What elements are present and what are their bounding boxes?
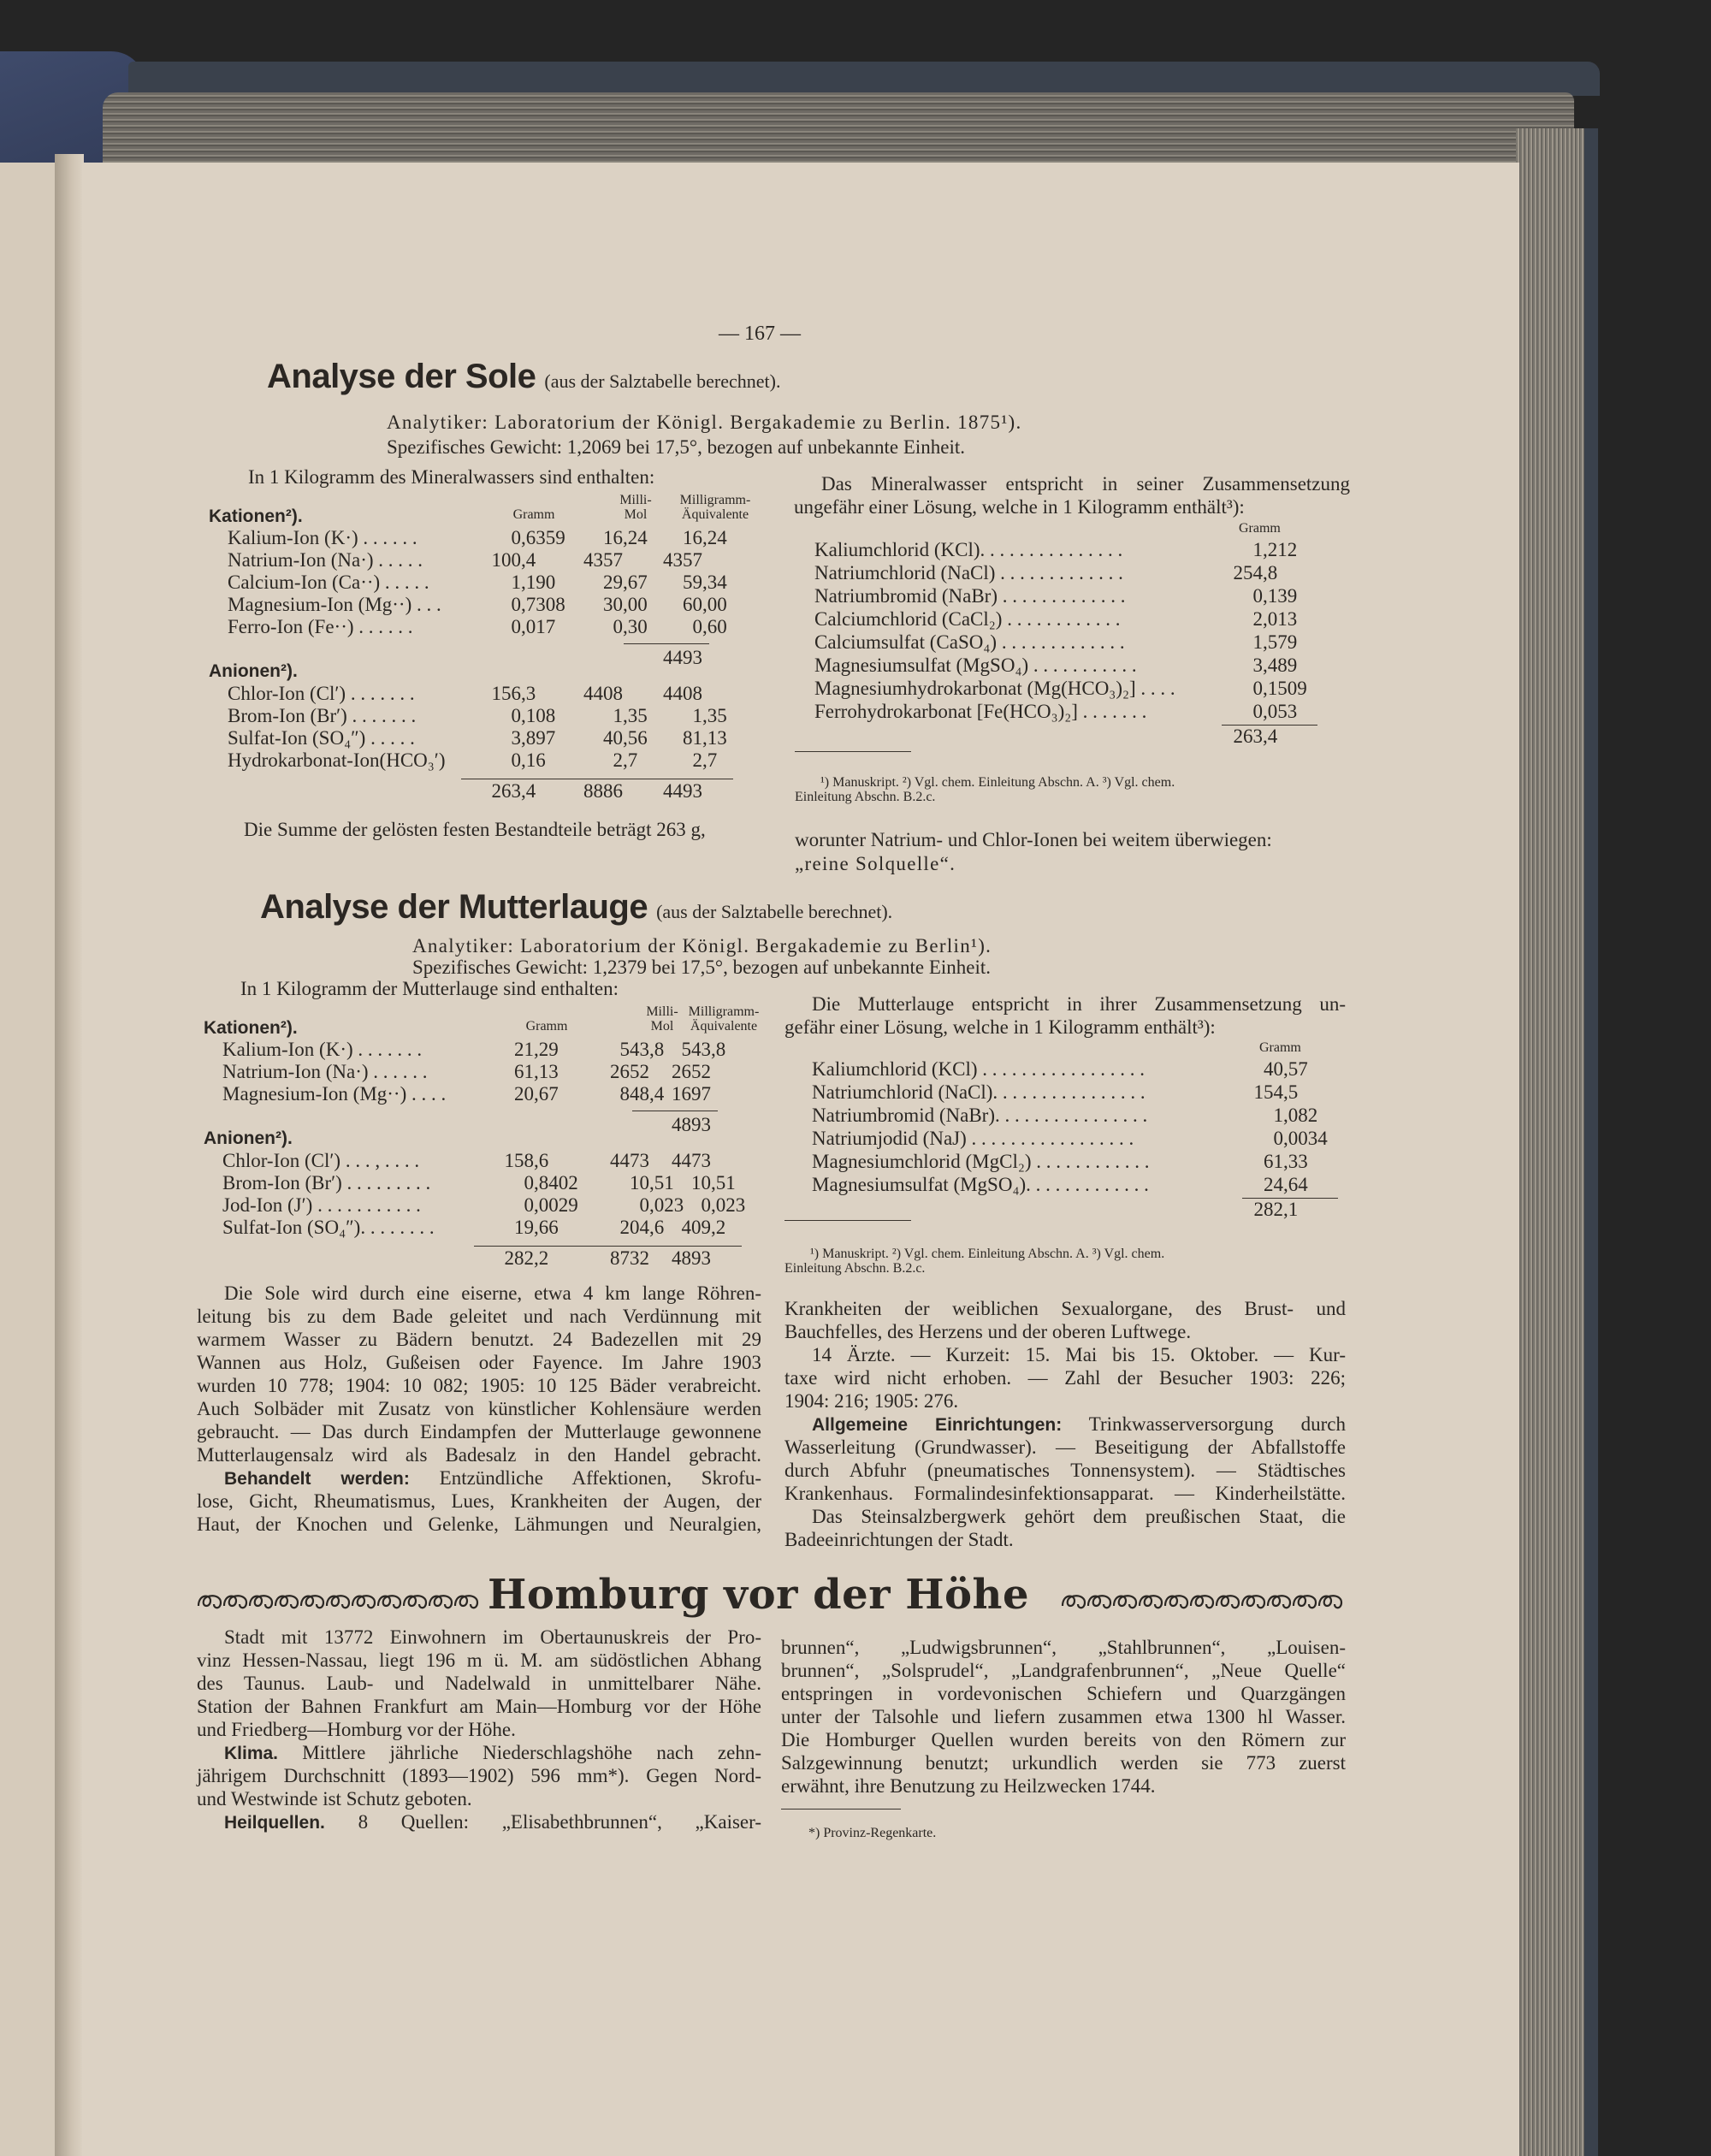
- footnote-line: Einleitung Abschn. B.2.c.: [784, 1261, 926, 1276]
- line-text: Krankheiten der weiblichen Sexualorgane, des Brust- und: [784, 1298, 1346, 1319]
- salt-name: Natriumchlorid (NaCl). . . . . . . . . . . . . . . .: [812, 1081, 1146, 1103]
- table-row: [193, 1172, 760, 1194]
- gramm-value: 1,190: [511, 572, 556, 593]
- millimol-value: 2,7: [613, 749, 638, 771]
- gramm-value: 0,0029: [524, 1194, 578, 1216]
- footnotes-mutterlauge: [784, 1247, 1164, 1276]
- total-value: 263,4: [1233, 726, 1278, 747]
- left-page-edge: [0, 163, 60, 2156]
- table-row: [198, 705, 755, 727]
- text-line: [781, 1659, 1346, 1682]
- line-text: jährigem Durchschnitt (1893—1902) 596 mm*). Gegen Nord-: [197, 1765, 761, 1786]
- header-line: Äquivalente: [690, 1019, 758, 1034]
- table-header: [198, 493, 755, 527]
- salt-name: Magnesiumhydrokarbonat (Mg(HCO₃)₂] . . . .: [814, 678, 1175, 699]
- line-text: Salzgewinnung benutzt; urkundlich werden sie 773 zuerst: [781, 1752, 1346, 1774]
- gramm-value: 254,8: [1233, 562, 1278, 583]
- text-line: [197, 1305, 761, 1328]
- text-line: [197, 1490, 761, 1513]
- salt-name: Natriumbromid (NaBr). . . . . . . . . . . . . . . .: [812, 1105, 1148, 1126]
- text-line: [197, 1741, 761, 1764]
- section-title-sole: [267, 358, 780, 396]
- table-row: [812, 1104, 1342, 1127]
- line-text: Trinkwasserversorgung durch: [1062, 1413, 1346, 1435]
- text-line: [784, 1016, 1346, 1039]
- line-text: und Friedberg—Homburg vor der Höhe.: [197, 1719, 516, 1740]
- milliaequivalent-value: 4408: [663, 683, 702, 704]
- line-text: Wasserleitung (Grundwasser). — Beseitigung der Abfallstoffe: [784, 1436, 1346, 1458]
- footnotes-sole: [795, 775, 1175, 804]
- total-value: 8886: [583, 780, 623, 802]
- salt-name: Natriumbromid (NaBr) . . . . . . . . . . . . .: [814, 585, 1126, 607]
- table-row: [814, 607, 1328, 631]
- text-line: [197, 1626, 761, 1649]
- bath-text-right: [784, 1298, 1346, 1552]
- bold-run-in: Allgemeine Einrichtungen:: [812, 1415, 1063, 1435]
- totals-row: [198, 779, 755, 803]
- title-note: (aus der Salztabelle berechnet).: [656, 901, 893, 922]
- gramm-value: 0,8402: [524, 1172, 578, 1194]
- text-line: [197, 1374, 761, 1397]
- solution-intro-mutterlauge: [784, 992, 1346, 1039]
- millimol-value: 29,67: [603, 572, 648, 593]
- line-text: erwähnt, ihre Benutzung zu Heilzwecken 1744.: [781, 1775, 1156, 1797]
- milliaequivalent-value: 59,34: [683, 572, 727, 593]
- table-row: [198, 572, 755, 594]
- text-line: [784, 1390, 1346, 1413]
- ion-name: Ferro-Ion (Fe··) . . . . . .: [228, 616, 413, 637]
- column-header: [814, 521, 1328, 538]
- totals-row: [812, 1198, 1342, 1221]
- text-line: [197, 1466, 761, 1490]
- header-line: Mol: [624, 507, 648, 522]
- line-text: Badeeinrichtungen der Stadt.: [784, 1529, 1014, 1550]
- gramm-header: Gramm: [1239, 521, 1281, 536]
- line-text: gebraucht. — Das durch Eindampfen der Mutterlauge gewonnene: [197, 1421, 761, 1442]
- table-row: [193, 1061, 760, 1083]
- line-text: taxe wird nicht erhoben. — Zahl der Besucher 1903: 226;: [784, 1367, 1346, 1389]
- total-value: 282,2: [504, 1247, 549, 1269]
- header-line: Milli-: [646, 1004, 678, 1019]
- line-text: lose, Gicht, Rheumatismus, Lues, Krankheiten der Augen, der: [197, 1490, 761, 1512]
- line-text: leitung bis zu dem Bade geleitet und nach Verdünnung mit: [197, 1306, 761, 1327]
- book-cover-top: [128, 62, 1600, 96]
- specific-gravity-line: Spezifisches Gewicht: 1,2379 bei 17,5°, bezogen auf unbekannte Einheit.: [412, 957, 992, 978]
- gramm-value: 156,3: [491, 683, 536, 704]
- gramm-value: 154,5: [1253, 1081, 1299, 1103]
- totals-row: [814, 725, 1328, 748]
- total-value: 8732: [610, 1247, 649, 1269]
- text-line: [794, 472, 1350, 495]
- text-line: [197, 1810, 761, 1833]
- gramm-value: 0,017: [511, 616, 556, 637]
- gramm-value: 21,29: [514, 1039, 559, 1060]
- table-intro: In 1 Kilogramm der Mutterlauge sind enthalten:: [240, 978, 619, 999]
- column-header: [655, 493, 775, 522]
- table-row: [814, 654, 1328, 677]
- column-header: [487, 1019, 607, 1034]
- table-row: [812, 1150, 1342, 1173]
- table-row: [814, 561, 1328, 584]
- milliaequivalent-value: 1697: [672, 1083, 711, 1105]
- line-text: ungefähr einer Lösung, welche in 1 Kilogramm enthält³):: [794, 496, 1245, 518]
- line-text: brunnen“, „Ludwigsbrunnen“, „Stahlbrunnen“, „Louisen-: [781, 1637, 1346, 1658]
- page-number: — 167 —: [719, 323, 801, 345]
- milliaequivalent-value: 16,24: [683, 527, 727, 548]
- line-text: und Westwinde ist Schutz geboten.: [197, 1788, 472, 1810]
- gramm-value: 24,64: [1264, 1174, 1308, 1195]
- line-text: Auch Solbäder mit Zusatz von künstlicher Kohlensäure werden: [197, 1398, 761, 1419]
- ornament-left-icon: [197, 1589, 479, 1611]
- text-line: [197, 1787, 761, 1810]
- ion-name: Calcium-Ion (Ca··) . . . . .: [228, 572, 429, 593]
- text-line: [197, 1695, 761, 1718]
- text-line: [784, 1367, 1346, 1390]
- gramm-value: 3,489: [1252, 654, 1298, 676]
- millimol-value: 204,6: [619, 1217, 665, 1238]
- ion-name: Magnesium-Ion (Mg··) . . .: [228, 594, 441, 615]
- specific-gravity-line: Spezifisches Gewicht: 1,2069 bei 17,5°, bezogen auf unbekannte Einheit.: [387, 436, 966, 458]
- homburg-text-left: [197, 1626, 761, 1833]
- salt-name: Kaliumchlorid (KCl). . . . . . . . . . . . . . .: [814, 539, 1123, 560]
- table-row: [814, 584, 1328, 607]
- table-row: [198, 683, 755, 705]
- table-row: [812, 1173, 1342, 1196]
- gramm-value: 61,33: [1264, 1151, 1308, 1172]
- footnote-rule: [784, 1220, 911, 1221]
- line-text: Die Sole wird durch eine eiserne, etwa 4 km lange Röhren-: [224, 1282, 761, 1304]
- line-text: Krankenhaus. Formalindesinfektionsapparat. — Kinderheilstätte.: [784, 1483, 1346, 1504]
- bold-run-in: Klima.: [224, 1744, 279, 1763]
- line-text: 1904: 216; 1905: 276.: [784, 1390, 959, 1412]
- milliaequivalent-value: 4357: [663, 549, 702, 571]
- ion-name: Kalium-Ion (K·) . . . . . . .: [222, 1039, 423, 1060]
- text-line: [784, 1460, 1346, 1483]
- subtotal-row: [198, 643, 755, 668]
- line-text: vinz Hessen-Nassau, liegt 196 m ü. M. am südöstlichen Abhang: [197, 1650, 761, 1671]
- gramm-value: 19,66: [514, 1217, 559, 1238]
- salt-name: Magnesiumchlorid (MgCl₂) . . . . . . . . . . . .: [812, 1151, 1150, 1172]
- milliaequivalent-value: 81,13: [683, 727, 727, 749]
- salt-name: Ferrohydrokarbonat [Fe(HCO₃)₂] . . . . . . .: [814, 701, 1147, 722]
- gramm-value: 61,13: [514, 1061, 559, 1082]
- table-row: [198, 749, 755, 772]
- table-row: [814, 538, 1328, 561]
- table-row: [812, 1127, 1342, 1150]
- total-value: 4893: [672, 1247, 711, 1269]
- book-gutter: [55, 154, 84, 2156]
- millimol-value: 0,30: [613, 616, 648, 637]
- column-header: [812, 1040, 1342, 1057]
- gramm-value: 40,57: [1264, 1058, 1308, 1080]
- solution-intro-sole: [794, 472, 1350, 518]
- table-header: [193, 1004, 760, 1039]
- gramm-value: 0,1509: [1252, 678, 1307, 699]
- line-text: warmem Wasser zu Bädern benutzt. 24 Badezellen mit 29: [197, 1329, 761, 1350]
- table-row: [193, 1217, 760, 1239]
- salt-name: Magnesiumsulfat (MgSO₄) . . . . . . . . . . .: [814, 654, 1137, 676]
- summary-left: Die Summe der gelösten festen Bestandteile beträgt 263 g,: [244, 819, 706, 840]
- title-text: Analyse der Sole: [267, 358, 536, 395]
- section-title-mutterlauge: [260, 888, 892, 927]
- millimol-value: 10,51: [630, 1172, 674, 1194]
- text-line: [197, 1672, 761, 1695]
- header-line: Milli-: [619, 493, 652, 507]
- table-row: [814, 631, 1328, 654]
- line-text: brunnen“, „Solsprudel“, „Landgrafenbrunnen“, „Neue Quelle“: [781, 1660, 1346, 1681]
- gramm-value: 0,0034: [1273, 1128, 1328, 1149]
- millimol-value: 2652: [610, 1061, 649, 1082]
- ion-name: Hydrokarbonat-Ion(HCO₃′): [228, 749, 446, 771]
- page-edges-right: [1516, 128, 1586, 2156]
- text-line: [197, 1351, 761, 1374]
- line-text: entspringen in vordevonischen Schiefern und Quarzgängen: [781, 1683, 1346, 1704]
- footnote-rule: [781, 1809, 901, 1810]
- text-line: [781, 1728, 1346, 1751]
- line-text: wurden 10 778; 1904: 10 082; 1905: 10 125 Bäder verabreicht.: [197, 1375, 761, 1396]
- salt-table-sole: [814, 521, 1328, 748]
- text-line: [784, 1436, 1346, 1460]
- salt-table-mutterlauge: [812, 1040, 1342, 1221]
- gramm-value: 1,212: [1252, 539, 1298, 560]
- group-label-anionen: Anionen²).: [209, 661, 298, 681]
- ion-name: Sulfat-Ion (SO₄″). . . . . . . .: [222, 1217, 435, 1238]
- ion-name: Brom-Ion (Br′) . . . . . . . . .: [222, 1172, 431, 1194]
- homburg-text-right: [781, 1636, 1346, 1798]
- subtotal-value: 4493: [663, 647, 702, 668]
- column-header: [664, 1004, 784, 1034]
- gramm-header: Gramm: [1259, 1040, 1301, 1055]
- bold-run-in: Behandelt werden:: [224, 1469, 410, 1489]
- text-line: [781, 1705, 1346, 1728]
- table-row: [193, 1083, 760, 1105]
- ion-name: Sulfat-Ion (SO₄″) . . . . .: [228, 727, 415, 749]
- line-text: 8 Quellen: „Elisabethbrunnen“, „Kaiser-: [324, 1811, 761, 1833]
- header-line: Äquivalente: [681, 507, 749, 522]
- line-text: Stadt mit 13772 Einwohnern im Obertaunuskreis der Pro-: [224, 1626, 761, 1648]
- ion-name: Natrium-Ion (Na·) . . . . .: [228, 549, 423, 571]
- group-label-anionen: Anionen²).: [204, 1128, 293, 1148]
- book-cover-right: [1584, 128, 1598, 2156]
- gramm-value: 0,139: [1252, 585, 1298, 607]
- line-text: gefähr einer Lösung, welche in 1 Kilogramm enthält³):: [784, 1016, 1216, 1038]
- header-line: Mol: [650, 1019, 674, 1034]
- ion-name: Brom-Ion (Br′) . . . . . . .: [228, 705, 417, 726]
- text-line: [781, 1774, 1346, 1798]
- text-line: [197, 1764, 761, 1787]
- ion-name: Magnesium-Ion (Mg··) . . . .: [222, 1083, 447, 1105]
- ornament-right-icon: [1061, 1589, 1343, 1611]
- text-line: [197, 1420, 761, 1443]
- total-value: 263,4: [491, 780, 536, 802]
- line-text: Mittlere jährliche Niederschlagshöhe nach zehn-: [278, 1742, 761, 1763]
- header-line: Gramm: [525, 1019, 568, 1034]
- millimol-value: 4408: [583, 683, 623, 704]
- milliaequivalent-value: 409,2: [681, 1217, 726, 1238]
- bold-run-in: Heilquellen.: [224, 1813, 325, 1833]
- millimol-value: 543,8: [619, 1039, 665, 1060]
- milliaequivalent-value: 543,8: [681, 1039, 726, 1060]
- gramm-value: 0,16: [511, 749, 546, 771]
- millimol-value: 40,56: [603, 727, 648, 749]
- line-text: Das Mineralwasser entspricht in seiner Zusammensetzung: [821, 473, 1350, 495]
- section-title-homburg: Homburg vor der Höhe: [488, 1571, 1029, 1619]
- summary-right: worunter Natrium- und Chlor-Ionen bei weitem überwiegen:: [795, 829, 1272, 850]
- line-text: Das Steinsalzbergwerk gehört dem preußischen Staat, die: [812, 1506, 1346, 1527]
- group-row: [193, 1128, 760, 1150]
- bath-text-left: [197, 1282, 761, 1536]
- millimol-value: 0,023: [639, 1194, 684, 1216]
- millimol-value: 4473: [610, 1150, 649, 1171]
- title-text: Analyse der Mutterlauge: [260, 888, 648, 926]
- salt-name: Magnesiumsulfat (MgSO₄). . . . . . . . . . . . .: [812, 1174, 1149, 1195]
- text-line: [197, 1397, 761, 1420]
- line-text: des Taunus. Laub- und Nadelwald in unmittelbarer Nähe.: [197, 1673, 761, 1694]
- salt-name: Kaliumchlorid (KCl) . . . . . . . . . . . . . . . . .: [812, 1058, 1146, 1080]
- millimol-value: 16,24: [603, 527, 648, 548]
- line-text: unter der Talsohle und liefern zusammen etwa 1300 hl Wasser.: [781, 1706, 1346, 1727]
- footnote-line: ¹) Manuskript. ²) Vgl. chem. Einleitung Abschn. A. ³) Vgl. chem.: [820, 775, 1175, 790]
- milliaequivalent-value: 1,35: [692, 705, 727, 726]
- text-line: [197, 1328, 761, 1351]
- text-line: [197, 1513, 761, 1536]
- table-row: [193, 1194, 760, 1217]
- table-intro: In 1 Kilogramm des Mineralwassers sind enthalten:: [248, 466, 655, 488]
- group-label-kationen: Kationen²).: [209, 506, 303, 526]
- gramm-value: 0,108: [511, 705, 556, 726]
- ion-name: Chlor-Ion (Cl′) . . . , . . . .: [222, 1150, 420, 1171]
- millimol-value: 4357: [583, 549, 623, 571]
- text-line: [197, 1282, 761, 1305]
- text-line: [197, 1718, 761, 1741]
- ion-name: Chlor-Ion (Cl′) . . . . . . .: [228, 683, 415, 704]
- ion-name: Natrium-Ion (Na·) . . . . . .: [222, 1061, 428, 1082]
- gramm-value: 1,579: [1252, 631, 1298, 653]
- title-note: (aus der Salztabelle berechnet).: [544, 370, 781, 392]
- analytiker-line: Analytiker: Laboratorium der Königl. Bergakademie zu Berlin. 1875¹).: [387, 412, 1022, 433]
- milliaequivalent-value: 10,51: [691, 1172, 736, 1194]
- line-text: Station der Bahnen Frankfurt am Main—Homburg vor der Höhe: [197, 1696, 761, 1717]
- line-text: Bauchfelles, des Herzens und der oberen Luftwege.: [784, 1321, 1192, 1342]
- ion-table-sole: [198, 493, 755, 803]
- text-line: [784, 1321, 1346, 1344]
- table-row: [814, 677, 1328, 700]
- gramm-value: 0,6359: [511, 527, 565, 548]
- millimol-value: 30,00: [603, 594, 648, 615]
- table-row: [198, 727, 755, 749]
- gramm-value: 1,082: [1273, 1105, 1318, 1126]
- gramm-value: 0,053: [1252, 701, 1298, 722]
- subtotal-row: [193, 1111, 760, 1135]
- ion-name: Kalium-Ion (K·) . . . . . .: [228, 527, 417, 548]
- text-line: [781, 1682, 1346, 1705]
- line-text: 14 Ärzte. — Kurzeit: 15. Mai bis 15. Oktober. — Kur-: [812, 1344, 1346, 1365]
- table-row: [198, 549, 755, 572]
- ion-name: Jod-Ion (J′) . . . . . . . . . . .: [222, 1194, 421, 1216]
- footnote-rule: [795, 751, 911, 752]
- text-line: [784, 1506, 1346, 1529]
- gramm-value: 158,6: [504, 1150, 549, 1171]
- total-value: 4493: [663, 780, 702, 802]
- page-edges-top: [103, 92, 1574, 171]
- salt-name: Natriumchlorid (NaCl) . . . . . . . . . . . . .: [814, 562, 1123, 583]
- table-row: [193, 1039, 760, 1061]
- gramm-value: 3,897: [511, 727, 556, 749]
- gramm-value: 100,4: [491, 549, 536, 571]
- milliaequivalent-value: 0,023: [701, 1194, 746, 1216]
- analytiker-line: Analytiker: Laboratorium der Königl. Bergakademie zu Berlin¹).: [412, 935, 992, 957]
- text-line: [197, 1443, 761, 1466]
- salt-name: Calciumchlorid (CaCl₂) . . . . . . . . . . . .: [814, 608, 1121, 630]
- milliaequivalent-value: 2,7: [692, 749, 718, 771]
- summary-quote: „reine Solquelle“.: [795, 853, 956, 874]
- header-line: Milligramm-: [688, 1004, 760, 1019]
- table-row: [198, 616, 755, 638]
- millimol-value: 1,35: [613, 705, 648, 726]
- line-text: Die Homburger Quellen wurden bereits von den Römern zur: [781, 1729, 1346, 1750]
- gramm-value: 20,67: [514, 1083, 559, 1105]
- salt-name: Natriumjodid (NaJ) . . . . . . . . . . . . . . . . .: [812, 1128, 1134, 1149]
- milliaequivalent-value: 0,60: [692, 616, 727, 637]
- gramm-value: 2,013: [1252, 608, 1298, 630]
- total-value: 282,1: [1253, 1199, 1299, 1220]
- header-line: Gramm: [512, 507, 555, 522]
- footnote-line: Einleitung Abschn. B.2.c.: [795, 790, 936, 804]
- text-line: [784, 1413, 1346, 1436]
- line-text: Die Mutterlauge entspricht in ihrer Zusammensetzung un-: [812, 993, 1346, 1015]
- line-text: Mutterlaugensalz wird als Badesalz in den Handel gebracht.: [197, 1444, 761, 1466]
- table-row: [198, 594, 755, 616]
- milliaequivalent-value: 2652: [672, 1061, 711, 1082]
- text-line: [794, 495, 1350, 518]
- table-row: [812, 1057, 1342, 1081]
- milliaequivalent-value: 4473: [672, 1150, 711, 1171]
- line-text: Entzündliche Affektionen, Skrofu-: [409, 1467, 761, 1489]
- header-line: Milligramm-: [679, 493, 751, 507]
- line-text: durch Abfuhr (pneumatisches Tonnensystem). — Städtisches: [784, 1460, 1346, 1481]
- line-text: Haut, der Knochen und Gelenke, Lähmungen und Neuralgien,: [197, 1513, 761, 1535]
- subtotal-value: 4893: [672, 1114, 711, 1135]
- text-line: [781, 1636, 1346, 1659]
- table-row: [812, 1081, 1342, 1104]
- milliaequivalent-value: 60,00: [683, 594, 727, 615]
- group-label-kationen: Kationen²).: [204, 1018, 298, 1038]
- text-line: [784, 992, 1346, 1016]
- footnote-line: ¹) Manuskript. ²) Vgl. chem. Einleitung Abschn. A. ³) Vgl. chem.: [810, 1247, 1165, 1261]
- text-line: [784, 1298, 1346, 1321]
- text-line: [784, 1483, 1346, 1506]
- millimol-value: 848,4: [619, 1083, 665, 1105]
- line-text: Wannen aus Holz, Gußeisen oder Fayence. Im Jahre 1903: [197, 1352, 761, 1373]
- table-row: [198, 527, 755, 549]
- text-line: [197, 1649, 761, 1672]
- totals-row: [193, 1246, 760, 1270]
- table-row: [193, 1150, 760, 1172]
- gramm-value: 0,7308: [511, 594, 565, 615]
- salt-name: Calciumsulfat (CaSO₄) . . . . . . . . . . . . .: [814, 631, 1125, 653]
- ion-table-mutterlauge: [193, 1004, 760, 1270]
- text-line: [781, 1751, 1346, 1774]
- group-row: [198, 660, 755, 683]
- text-line: [784, 1529, 1346, 1552]
- footnote-homburg: *) Provinz-Regenkarte.: [808, 1826, 937, 1840]
- text-line: [784, 1344, 1346, 1367]
- table-row: [814, 700, 1328, 723]
